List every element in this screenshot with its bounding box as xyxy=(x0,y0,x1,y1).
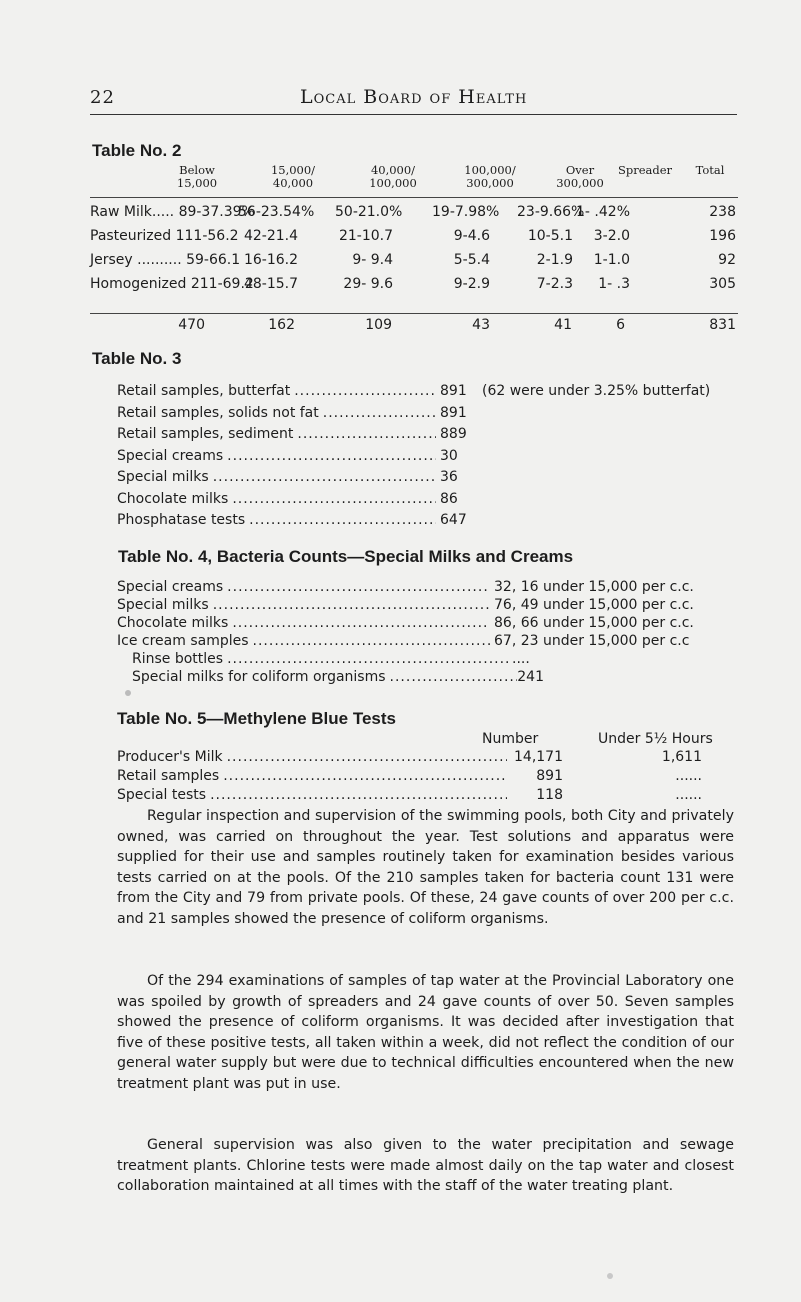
table2-cell: 29- 9.6 xyxy=(343,276,393,292)
table4-label: Special milks for coliform organisms xyxy=(132,669,386,685)
table2-cell: 196 xyxy=(709,228,736,244)
dot-leader xyxy=(213,469,436,485)
table5-under: ...... xyxy=(675,787,702,803)
table5-number: 118 xyxy=(536,787,563,803)
dot-leader xyxy=(249,512,436,528)
table4-value: 76, 49 under 15,000 per c.c. xyxy=(494,597,694,613)
table3-value: 891 xyxy=(440,383,467,399)
col-header-total: Total xyxy=(695,163,725,177)
table5-item xyxy=(117,768,563,784)
table3-value: 647 xyxy=(440,512,467,528)
paragraph-swimming-pools: Regular inspection and supervision of the swimming pools, both City and privately owned, was carried on throughout the year. Test solutions and apparatus were supplied for their use and samples routinely taken for examination besides various tests carried on at the pools. Of the 210 samples taken for bacteria count 131 were from the City and 79 from private pools. Of these, 24 gave counts of over 200 per c.c. and 21 samples showed the presence of coliform organisms. xyxy=(117,808,734,927)
table5-label: Producer's Milk xyxy=(117,749,223,765)
table4-item xyxy=(132,651,544,667)
running-head: Local Board of Health xyxy=(300,86,528,108)
table2-total-rule xyxy=(90,313,738,314)
table2-cell: 56-23.54% xyxy=(238,204,315,220)
dot-leader xyxy=(227,749,507,765)
table4-item xyxy=(117,579,729,595)
page-number: 22 xyxy=(90,87,115,108)
table2-total-0: 470 xyxy=(178,317,205,333)
dot-leader xyxy=(227,448,436,464)
table2-cell: 9-2.9 xyxy=(453,276,490,292)
table3-label: Special milks xyxy=(117,469,209,485)
stray-mark xyxy=(125,690,131,696)
table2-total-2: 109 xyxy=(365,317,392,333)
table3-label: Chocolate milks xyxy=(117,490,229,507)
dot-leader xyxy=(390,669,518,685)
table3-label: Special creams xyxy=(117,447,224,464)
col-header-40k-100k: 40,000/ 100,000 xyxy=(369,163,417,190)
table4-title: Table No. 4, Bacteria Counts—Special Milks and Creams xyxy=(118,547,574,566)
table2-cell: 9- 9.4 xyxy=(352,252,393,268)
dot-leader xyxy=(297,426,436,442)
table3-label: Retail samples, butterfat xyxy=(117,383,291,399)
table2-cell: 10-5.1 xyxy=(527,228,573,244)
table4-label: Rinse bottles xyxy=(132,651,224,667)
table2-cell: 23-9.66% xyxy=(517,204,585,220)
table3-title: Table No. 3 xyxy=(92,349,182,368)
dot-leader xyxy=(223,768,507,784)
table4-item xyxy=(117,633,729,649)
table4-value: 86, 66 under 15,000 per c.c. xyxy=(494,615,694,631)
table2-cell: 7-2.3 xyxy=(536,276,573,292)
table2-cell: 305 xyxy=(709,276,736,292)
table4-value: 67, 23 under 15,000 per c.c xyxy=(494,633,690,649)
table2-title: Table No. 2 xyxy=(92,141,182,160)
table2-total-1: 162 xyxy=(268,317,295,333)
table2-row-label: Raw Milk..... 89-37.39% xyxy=(90,204,255,220)
table2-cell: 16-16.2 xyxy=(243,252,298,268)
table5-item xyxy=(117,749,563,765)
table3-item xyxy=(117,426,472,442)
table3-item xyxy=(117,405,472,421)
table3-item xyxy=(117,512,472,528)
table3-item xyxy=(117,469,472,485)
dot-leader xyxy=(227,651,508,667)
table3-note: (62 were under 3.25% butterfat) xyxy=(482,383,711,399)
table5-title: Table No. 5—Methylene Blue Tests xyxy=(117,709,396,728)
table2-cell: 19-7.98% xyxy=(432,204,500,220)
dot-leader xyxy=(210,787,507,803)
stray-mark-bottom xyxy=(607,1273,613,1279)
dot-leader xyxy=(232,615,490,631)
table2-top-rule xyxy=(90,197,738,198)
col-header-below: Below 15,000 xyxy=(176,163,218,190)
col-header-15k-40k: 15,000/ 40,000 xyxy=(270,163,316,190)
dot-leader xyxy=(232,491,436,507)
table2-total-5: 6 xyxy=(616,317,625,333)
table2-cell: 5-5.4 xyxy=(453,252,490,268)
table2-header-row xyxy=(90,164,740,194)
table3-value: 86 xyxy=(440,490,458,507)
table2-cell: 3-2.0 xyxy=(593,228,630,244)
header-rule xyxy=(90,114,737,115)
table2-cell: 1- .3 xyxy=(598,276,630,292)
table2-total-3: 43 xyxy=(472,317,490,333)
table2-cell: 1-1.0 xyxy=(593,252,630,268)
table4-label: Special creams xyxy=(117,579,224,595)
table2-cell: 238 xyxy=(709,204,736,220)
table2-cell: 2-1.9 xyxy=(536,252,573,268)
paragraph-treatment-plants: General supervision was also given to the water precipitation and sewage treatment plants. Chlorine tests were made almost daily on the tap water and closest collaboration maintained at all times with the staff of the water treating plant. xyxy=(117,1137,734,1195)
table2-cell: 1- .42% xyxy=(576,204,630,220)
table3-value: 36 xyxy=(440,469,458,485)
table2-row-label: Pasteurized 111-56.2 xyxy=(90,228,239,244)
dot-leader xyxy=(323,405,436,421)
table3-item xyxy=(117,491,472,507)
table2-cell: 9-4.6 xyxy=(453,228,490,244)
table4-label: Ice cream samples xyxy=(117,633,249,649)
table2-row-label: Jersey .......... 59-66.1 xyxy=(90,252,241,268)
paragraph-tap-water: Of the 294 examinations of samples of tap water at the Provincial Laboratory one was spoiled by growth of spreaders and 24 gave counts of over 50. Seven samples showed the presence of coliform organisms. It was decided after investigation that five of these positive tests, all taken within a week, did not reflect the condition of our general water supply but were due to technical difficulties encountered when the new treatment plant was put in use. xyxy=(117,973,734,1092)
dot-leader xyxy=(227,579,490,595)
dot-leader xyxy=(294,383,436,399)
table4-label: Chocolate milks xyxy=(117,615,229,631)
table3-value: 891 xyxy=(440,404,467,421)
table2-cell: 92 xyxy=(718,252,736,268)
table2-cell: 50-21.0% xyxy=(335,204,403,220)
table3-item xyxy=(117,448,472,464)
table5-col-under: Under 5½ Hours xyxy=(598,731,713,747)
table2-total-4: 41 xyxy=(554,317,572,333)
table2-cell: 48-15.7 xyxy=(243,276,298,292)
table2-cell: 21-10.7 xyxy=(338,228,393,244)
table5-col-number: Number xyxy=(482,731,539,747)
table5-item xyxy=(117,787,563,803)
table3-item xyxy=(117,383,472,399)
dot-leader xyxy=(253,633,490,649)
table4-value: 32, 16 under 15,000 per c.c. xyxy=(494,579,694,595)
table4-item xyxy=(117,615,729,631)
table5-label: Special tests xyxy=(117,787,207,803)
table4-item xyxy=(117,597,729,613)
table3-value: 889 xyxy=(440,426,467,442)
table2-total-6: 831 xyxy=(709,317,736,333)
table2-cell: 42-21.4 xyxy=(243,228,298,244)
table4-item xyxy=(132,669,544,685)
col-header-over-300k: Over 300,000 xyxy=(556,163,604,190)
col-header-100k-300k: 100,000/ 300,000 xyxy=(464,163,516,190)
table3-label: Retail samples, sediment xyxy=(117,426,294,442)
table2-row-label: Homogenized 211-69.2 xyxy=(90,276,254,292)
table4-value: .... xyxy=(512,651,530,667)
col-header-spreader: Spreader xyxy=(617,163,673,177)
table5-under: ...... xyxy=(675,768,702,784)
dot-leader xyxy=(213,597,490,613)
table4-value: 241 xyxy=(517,669,544,685)
table3-value: 30 xyxy=(440,447,458,464)
table4-label: Special milks xyxy=(117,597,209,613)
table5-number: 14,171 xyxy=(514,749,563,765)
table5-label: Retail samples xyxy=(117,768,220,784)
table5-under: 1,611 xyxy=(661,749,702,765)
table3-label: Phosphatase tests xyxy=(117,512,246,528)
table5-number: 891 xyxy=(536,768,563,784)
table3-label: Retail samples, solids not fat xyxy=(117,404,319,421)
